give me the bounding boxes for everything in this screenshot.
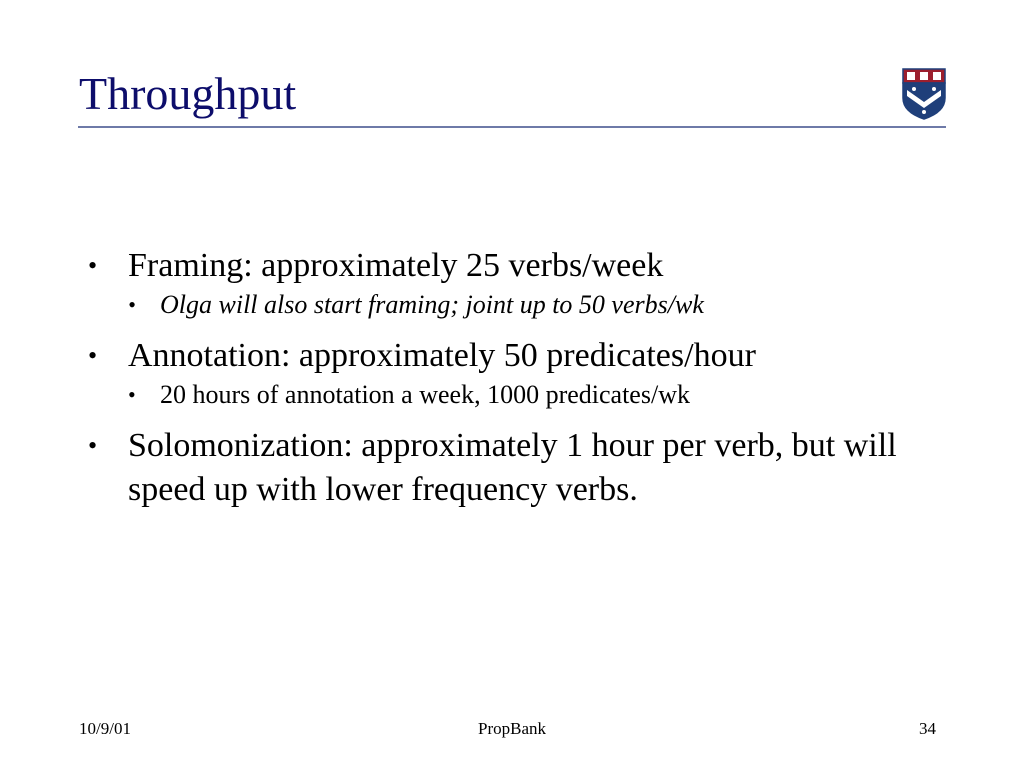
sub-bullet-text: Olga will also start framing; joint up to 50 verbs/wk	[160, 290, 704, 319]
sub-bullet-item	[80, 288, 960, 322]
bullet-item	[80, 424, 960, 512]
bullet-item	[80, 334, 960, 378]
title-divider	[78, 126, 946, 128]
footer-date: 10/9/01	[79, 719, 131, 738]
slide-title: Throughput	[79, 68, 297, 119]
page-number: 34	[919, 719, 936, 738]
bullet-marker: •	[88, 431, 98, 460]
sub-bullet-text: 20 hours of annotation a week, 1000 predicates/wk	[160, 380, 690, 409]
bullet-text: Solomonization: approximately 1 hour per verb, but will speed up with lower frequency verbs.	[128, 427, 897, 508]
sub-bullet-item	[80, 378, 960, 412]
sub-bullet-marker: •	[128, 292, 136, 317]
bullet-text: Framing: approximately 25 verbs/week	[128, 247, 664, 284]
footer-title: PropBank	[478, 719, 546, 738]
sub-bullet-marker: •	[128, 382, 136, 407]
bullet-item	[80, 244, 960, 288]
bullet-list	[80, 244, 960, 512]
university-shield-logo	[902, 68, 946, 120]
bullet-marker: •	[88, 251, 98, 280]
bullet-text: Annotation: approximately 50 predicates/hour	[128, 337, 756, 374]
bullet-marker: •	[88, 341, 98, 370]
